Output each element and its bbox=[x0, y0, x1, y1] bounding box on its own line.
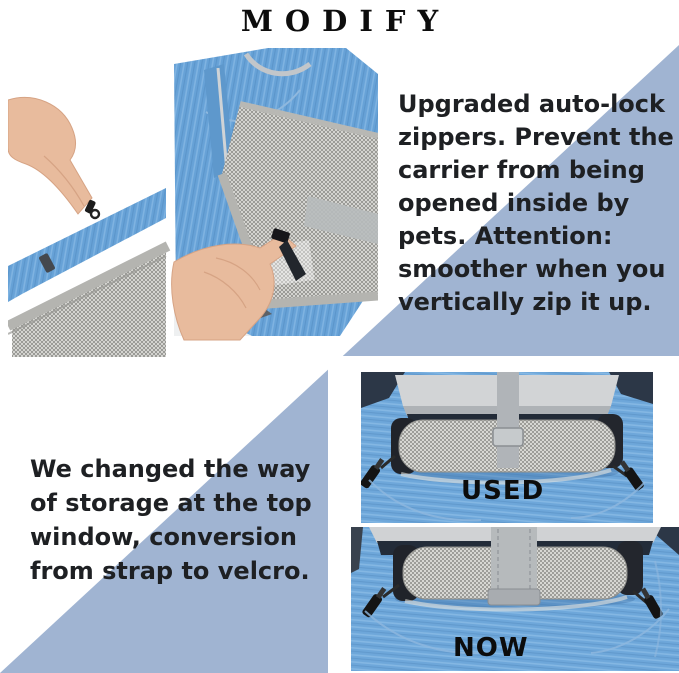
storage-feature-line: We changed the way bbox=[30, 455, 311, 483]
now-label: NOW bbox=[453, 633, 529, 663]
zipper-feature-line: opened inside by bbox=[398, 189, 630, 217]
right-zipper-photo bbox=[172, 48, 378, 340]
now-photo bbox=[351, 527, 679, 671]
left-zipper-photo bbox=[8, 98, 168, 357]
storage-feature-line: window, conversion bbox=[30, 523, 297, 551]
zipper-feature-text bbox=[398, 88, 674, 319]
storage-feature-text bbox=[30, 452, 312, 588]
page-title: MODIFY bbox=[240, 4, 451, 38]
zipper-feature-line: pets. Attention: bbox=[398, 222, 613, 250]
zipper-feature-line: Upgraded auto-lock bbox=[398, 90, 665, 118]
storage-feature-line: of storage at the top bbox=[30, 489, 312, 517]
zipper-feature-line: carrier from being bbox=[398, 156, 645, 184]
zipper-feature-line: zippers. Prevent the bbox=[398, 123, 674, 151]
zipper-feature-line: smoother when you bbox=[398, 255, 666, 283]
zipper-demo-illustration bbox=[8, 48, 378, 357]
zipper-feature-line: vertically zip it up. bbox=[398, 288, 652, 316]
storage-feature-line: from strap to velcro. bbox=[30, 557, 310, 585]
zipper-demo-photo bbox=[8, 48, 378, 357]
used-label: USED bbox=[461, 476, 545, 506]
used-photo bbox=[361, 372, 653, 523]
